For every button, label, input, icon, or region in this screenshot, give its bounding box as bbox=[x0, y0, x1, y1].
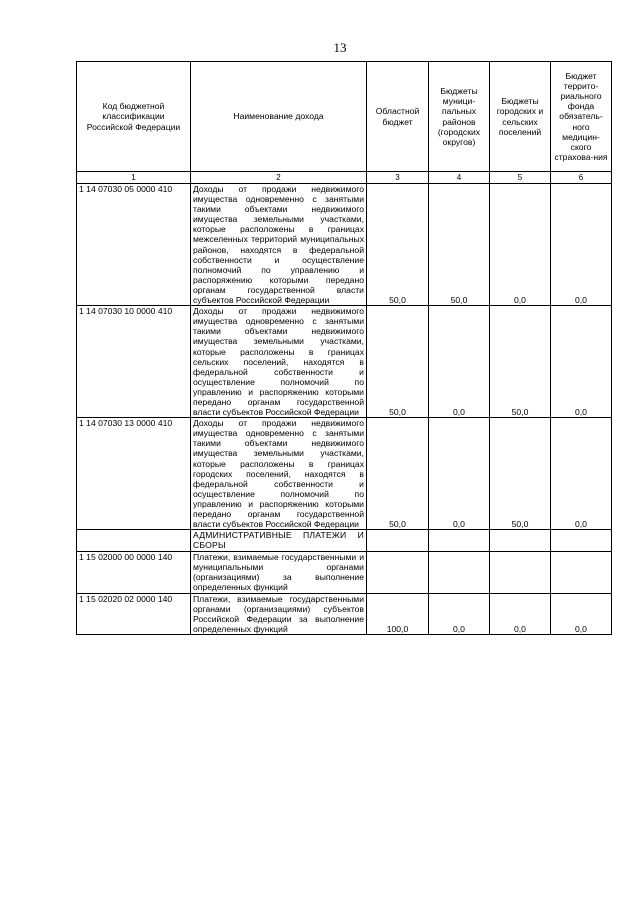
column-number: 3 bbox=[367, 172, 429, 184]
header-medical-fund-budget: Бюджет террито-риального фонда обязатель-ного медицин-ского страхова-ния bbox=[551, 62, 612, 172]
regional-value bbox=[367, 552, 429, 593]
budget-code: 1 15 02020 02 0000 140 bbox=[77, 593, 191, 634]
page-number: 13 bbox=[333, 40, 347, 55]
table-row bbox=[77, 184, 612, 306]
urban-rural-value bbox=[490, 530, 551, 552]
urban-rural-value: 0,0 bbox=[490, 593, 551, 634]
municipal-districts-value bbox=[429, 530, 490, 552]
header-urban-rural-budget: Бюджеты городских и сельских поселений bbox=[490, 62, 551, 172]
table-section-row bbox=[77, 530, 612, 552]
medical-fund-value: 0,0 bbox=[551, 418, 612, 530]
urban-rural-value: 50,0 bbox=[490, 418, 551, 530]
column-number: 6 bbox=[551, 172, 612, 184]
header-municipal-districts-budget: Бюджеты муници-пальных районов (городских округов) bbox=[429, 62, 490, 172]
header-name: Наименование дохода bbox=[191, 62, 367, 172]
header-code: Код бюджетной классификации Российской Федерации bbox=[77, 62, 191, 172]
regional-value: 50,0 bbox=[367, 306, 429, 418]
regional-value: 50,0 bbox=[367, 184, 429, 306]
budget-code: 1 14 07030 10 0000 410 bbox=[77, 306, 191, 418]
municipal-districts-value bbox=[429, 552, 490, 593]
table-row bbox=[77, 593, 612, 634]
budget-code bbox=[77, 530, 191, 552]
urban-rural-value: 0,0 bbox=[490, 184, 551, 306]
revenue-name: Доходы от продажи недвижимого имущества одновременно с занятыми такими объектами недвижимого имущества земельными участками, которые расположены в границах городских поселений, находятся в федеральной собственности и осуществление полномочий по управлению и распоряжению которыми передано органам государственной власти субъектов Российской Федерации bbox=[191, 418, 367, 530]
column-number: 4 bbox=[429, 172, 490, 184]
section-heading: АДМИНИСТРАТИВНЫЕ ПЛАТЕЖИ И СБОРЫ bbox=[191, 530, 367, 552]
regional-value: 50,0 bbox=[367, 418, 429, 530]
budget-code: 1 14 07030 13 0000 410 bbox=[77, 418, 191, 530]
budget-code: 1 15 02000 00 0000 140 bbox=[77, 552, 191, 593]
regional-value: 100,0 bbox=[367, 593, 429, 634]
table-row bbox=[77, 306, 612, 418]
revenue-name: Доходы от продажи недвижимого имущества одновременно с занятыми такими объектами недвижимого имущества земельными участками, которые расположены в границах сельских поселений, находятся в федеральной собственности и осуществление полномочий по управлению и распоряжению которыми передано органам государственной власти субъектов Российской Федерации bbox=[191, 306, 367, 418]
municipal-districts-value: 50,0 bbox=[429, 184, 490, 306]
revenue-name: Платежи, взимаемые государственными органами (организациями) субъектов Российской Федерации за выполнение определенных функций bbox=[191, 593, 367, 634]
urban-rural-value: 50,0 bbox=[490, 306, 551, 418]
medical-fund-value: 0,0 bbox=[551, 306, 612, 418]
urban-rural-value bbox=[490, 552, 551, 593]
revenue-distribution-table bbox=[76, 61, 612, 635]
medical-fund-value bbox=[551, 552, 612, 593]
table-row bbox=[77, 418, 612, 530]
column-number: 1 bbox=[77, 172, 191, 184]
column-number-row bbox=[77, 172, 612, 184]
table-header-row bbox=[77, 62, 612, 172]
medical-fund-value: 0,0 bbox=[551, 184, 612, 306]
revenue-name: Платежи, взимаемые государственными и муниципальными органами (организациями) за выполнение определенных функций bbox=[191, 552, 367, 593]
municipal-districts-value: 0,0 bbox=[429, 306, 490, 418]
municipal-districts-value: 0,0 bbox=[429, 418, 490, 530]
header-regional-budget: Областной бюджет bbox=[367, 62, 429, 172]
column-number: 5 bbox=[490, 172, 551, 184]
regional-value bbox=[367, 530, 429, 552]
municipal-districts-value: 0,0 bbox=[429, 593, 490, 634]
medical-fund-value bbox=[551, 530, 612, 552]
revenue-name: Доходы от продажи недвижимого имущества одновременно с занятыми такими объектами недвижимого имущества земельными участками, которые расположены в границах межселенных территорий муниципальных районов, находятся в федеральной собственности и осуществление полномочий по управлению и распоряжению которыми передано органам государственной власти субъектов Российской Федерации bbox=[191, 184, 367, 306]
budget-code: 1 14 07030 05 0000 410 bbox=[77, 184, 191, 306]
table-row bbox=[77, 552, 612, 593]
medical-fund-value: 0,0 bbox=[551, 593, 612, 634]
column-number: 2 bbox=[191, 172, 367, 184]
